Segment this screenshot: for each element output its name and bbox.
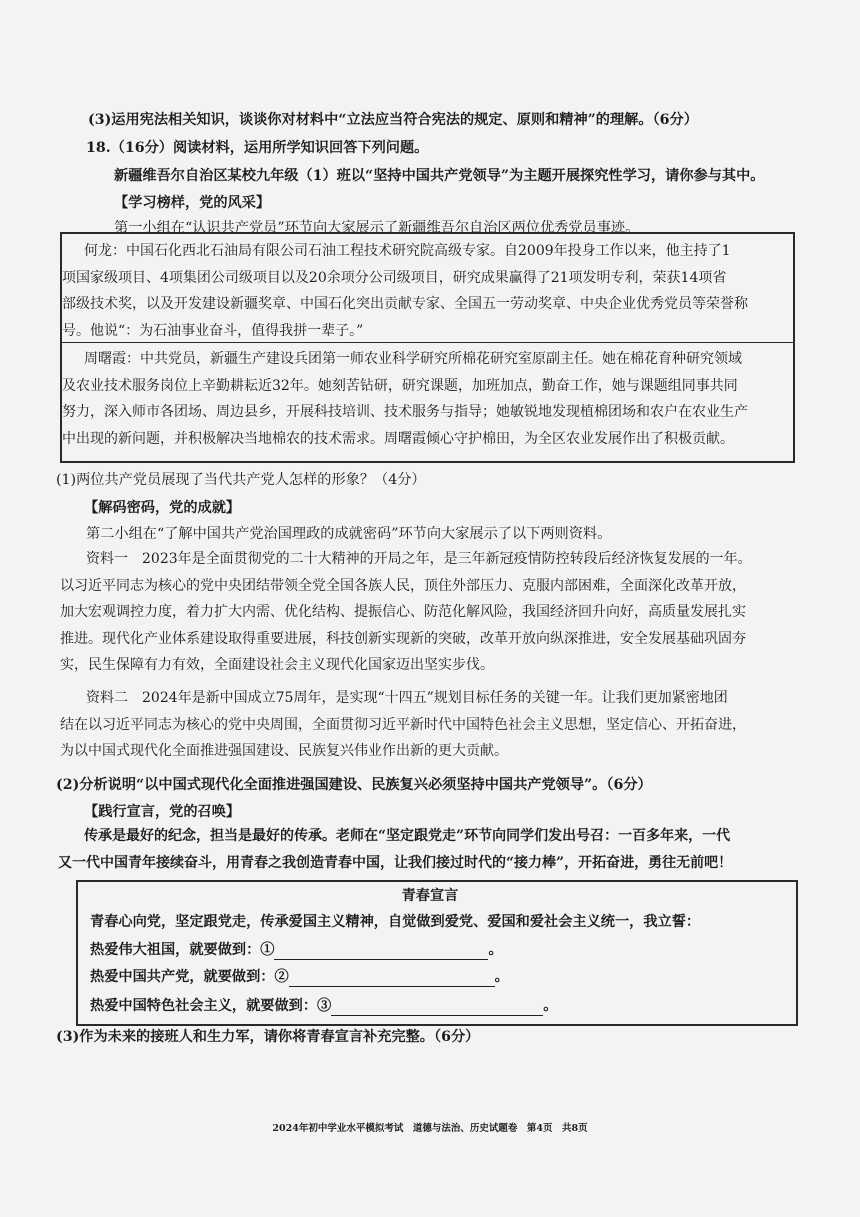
declaration-oath: 青春心向党，坚定跟党走，传承爱国主义精神，自觉做到爱党、爱国和爱社会主义统一，我立誓： xyxy=(90,914,701,930)
material-two xyxy=(60,685,806,765)
he-long-paragraph xyxy=(62,238,784,344)
question-3: (3)作为未来的接班人和生力军，请你将青春宣言补充完整。（6分） xyxy=(56,1029,480,1045)
material-one-line: 资料一 2023年是全面贯彻党的二十大精神的开局之年，是三年新冠疫情防控转段后经济恢复发展的一年。 xyxy=(86,551,752,567)
question-2: (2)分析说明“以中国式现代化全面推进强国建设、民族复兴必须坚持中国共产党领导”。（6分） xyxy=(56,777,652,793)
period: 。 xyxy=(494,969,509,985)
declaration-item-label: 热爱中国特色社会主义，就要做到： xyxy=(90,998,318,1014)
material-one-line: 加大宏观调控力度，着力扩大内需、优化结构、提振信心、防范化解风险，我国经济回升向好，高质量发展扎实 xyxy=(60,604,746,620)
material-two-line: 资料二 2024年是新中国成立75周年，是实现“十四五”规划目标任务的关键一年。让我们更加紧密地团 xyxy=(86,690,728,706)
declaration-item-3 xyxy=(90,996,557,1016)
circled-number: ② xyxy=(274,969,289,985)
material-one-line: 以习近平同志为核心的党中央团结带领全党全国各族人民，顶住外部压力、克服内部困难，全面深化改革开放， xyxy=(60,577,746,594)
material-one-line: 实，民生保障有力有效，全面建设社会主义现代化国家迈出坚实步伐。 xyxy=(60,657,494,673)
declaration-title: 青春宣言 xyxy=(401,888,459,904)
declaration-item-label: 热爱伟大祖国，就要做到： xyxy=(90,942,261,958)
answer-blank-1[interactable] xyxy=(274,943,488,960)
zhou-line: 及农业技术服务岗位上辛勤耕耘近32年。她刻苦钻研，研究课题，加班加点，勤奋工作，她与课题组同事共同 xyxy=(62,377,738,394)
section3-lead xyxy=(58,823,804,876)
section1-lead: 第一小组在“认识共产党员”环节向大家展示了新疆维吾尔自治区两位优秀党员事迹。 xyxy=(114,220,640,236)
declaration-item-label: 热爱中国共产党，就要做到： xyxy=(90,969,275,985)
period: 。 xyxy=(543,998,558,1014)
he-long-line: 项国家级项目、4项集团公司级项目以及20余项分公司级项目，研究成果赢得了21项发明专利，荣获14项省 xyxy=(62,269,727,286)
zhou-line: 努力，深入师市各团场、周边县乡，开展科技培训、技术服务与指导；她敏锐地发现植棉团场和农户在农业生产 xyxy=(62,404,748,420)
zhou-line: 中出现的新问题，并积极解决当地棉农的技术需求。周曙霞倾心守护棉田，为全区农业发展作出了积极贡献。 xyxy=(62,430,734,447)
he-long-line: 号。他说“：为石油事业奋斗，值得我拼一辈子。” xyxy=(62,322,364,339)
he-long-line: 部级技术奖，以及开发建设新疆奖章、中国石化突出贡献专家、全国五一劳动奖章、中央企业优秀党员等荣誉称 xyxy=(62,296,748,312)
he-long-line: 何龙：中国石化西北石油局有限公司石油工程技术研究院高级专家。自2009年投身工作以来，他主持了1 xyxy=(84,243,731,259)
zhou-line: 周曙霞：中共党员，新疆生产建设兵团第一师农业科学研究所棉花研究室原副主任。她在棉花育种研究领域 xyxy=(84,351,742,367)
material-two-line: 结在以习近平同志为核心的党中央周围，全面贯彻习近平新时代中国特色社会主义思想，坚定信心、开拓奋进， xyxy=(60,716,746,733)
section3-lead-line: 传承是最好的纪念，担当是最好的传承。老师在“坚定跟党走”环节向同学们发出号召：一百多年来，一代 xyxy=(84,828,731,844)
q18-header: 18.（16分）阅读材料，运用所学知识回答下列问题。 xyxy=(86,140,429,156)
answer-blank-3[interactable] xyxy=(331,999,543,1016)
section2-lead: 第二小组在“了解中国共产党治国理政的成就密码”环节向大家展示了以下两则资料。 xyxy=(86,526,612,542)
page-footer: 2024年初中学业水平模拟考试 道德与法治、历史试题卷 第4页 共8页 xyxy=(272,1123,588,1134)
circled-number: ① xyxy=(260,942,275,958)
question-1: (1)两位共产党员展现了当代共产党人怎样的形象？（4分） xyxy=(56,472,426,488)
answer-blank-2[interactable] xyxy=(289,970,495,987)
section2-title: 【解码密码，党的成就】 xyxy=(84,500,241,516)
section3-lead-line: 又一代中国青年接续奋斗，用青春之我创造青春中国，让我们接过时代的“接力棒”，开拓奋进，勇往无前吧！ xyxy=(58,854,733,871)
material-one xyxy=(60,546,806,679)
zhou-shuxia-paragraph xyxy=(62,346,784,452)
circled-number: ③ xyxy=(317,998,332,1014)
declaration-item-1 xyxy=(90,940,503,960)
declaration-item-2 xyxy=(90,967,509,987)
section1-title: 【学习榜样，党的风采】 xyxy=(114,195,271,211)
section3-title: 【践行宣言，党的召唤】 xyxy=(84,804,241,820)
material-two-line: 为以中国式现代化全面推进强国建设、民族复兴伟业作出新的更大贡献。 xyxy=(60,743,508,759)
period: 。 xyxy=(488,942,503,958)
intro-text: 新疆维吾尔自治区某校九年级（1）班以“坚持中国共产党领导”为主题开展探究性学习，请你参与其中。 xyxy=(114,168,765,184)
q17-part3-question: (3)运用宪法相关知识，谈谈你对材料中“立法应当符合宪法的规定、原则和精神”的理解。（6分） xyxy=(88,112,698,128)
material-one-line: 推进。现代化产业体系建设取得重要进展，科技创新实现新的突破，改革开放向纵深推进，安全发展基础巩固夯 xyxy=(60,630,746,647)
